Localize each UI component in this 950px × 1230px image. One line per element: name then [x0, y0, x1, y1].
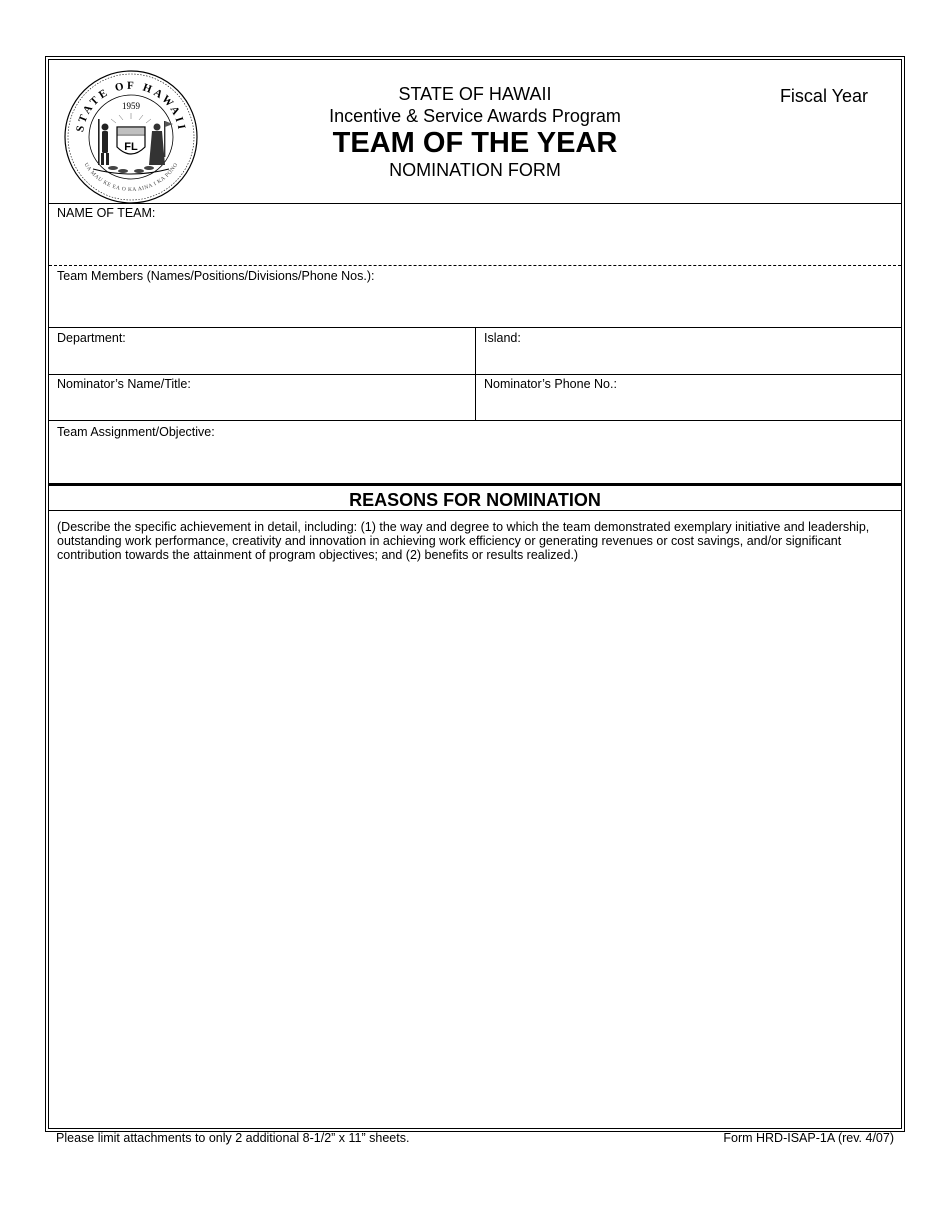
island-label: Island:	[484, 331, 521, 345]
seal-shield-letters: FL	[124, 141, 138, 153]
divider-header	[49, 203, 901, 204]
form-id: Form HRD-ISAP-1A (rev. 4/07)	[723, 1131, 894, 1145]
divider-nominator	[49, 374, 901, 375]
seal-top-text: STATE OF HAWAII	[74, 79, 188, 133]
fiscal-year-label: Fiscal Year	[779, 86, 868, 106]
form-title: TEAM OF THE YEAR	[332, 127, 618, 159]
department-label: Department:	[57, 331, 126, 345]
assignment-label: Team Assignment/Objective:	[57, 425, 215, 439]
program-name: Incentive & Service Awards Program	[329, 106, 621, 126]
attachment-note: Please limit attachments to only 2 additional 8-1/2” x 11” sheets.	[56, 1131, 410, 1145]
state-name: STATE OF HAWAII	[398, 84, 552, 104]
divider-dashed	[49, 265, 901, 266]
nominator-phone-label: Nominator’s Phone No.:	[484, 377, 617, 391]
reasons-description: (Describe the specific achievement in detail, including: (1) the way and degree to which the team demonstrated exemplary initiative and leadership, outstanding work performance, creativity and innovation in achieving work efficiency or generating revenues or cost savings, and/or significant contribution towards the attainment of program objectives; and (2) benefits or results realized.)	[57, 520, 870, 562]
form-subtitle: NOMINATION FORM	[389, 160, 561, 180]
divider-reasons-bottom	[49, 510, 901, 511]
seal-year: 1959	[122, 101, 140, 111]
team-members-label: Team Members (Names/Positions/Divisions/Phone Nos.):	[57, 269, 375, 283]
team-name-label: NAME OF TEAM:	[57, 206, 156, 220]
divider-reasons	[49, 483, 901, 486]
nomination-form	[45, 56, 905, 1132]
divider-assignment	[49, 420, 901, 421]
form-body	[48, 59, 902, 1129]
seal-motto: UA MAU KE EA O KA AINA I KA PONO	[82, 161, 180, 194]
nominator-name-label: Nominator’s Name/Title:	[57, 377, 191, 391]
reasons-title: REASONS FOR NOMINATION	[349, 490, 601, 510]
form-header	[49, 83, 901, 181]
